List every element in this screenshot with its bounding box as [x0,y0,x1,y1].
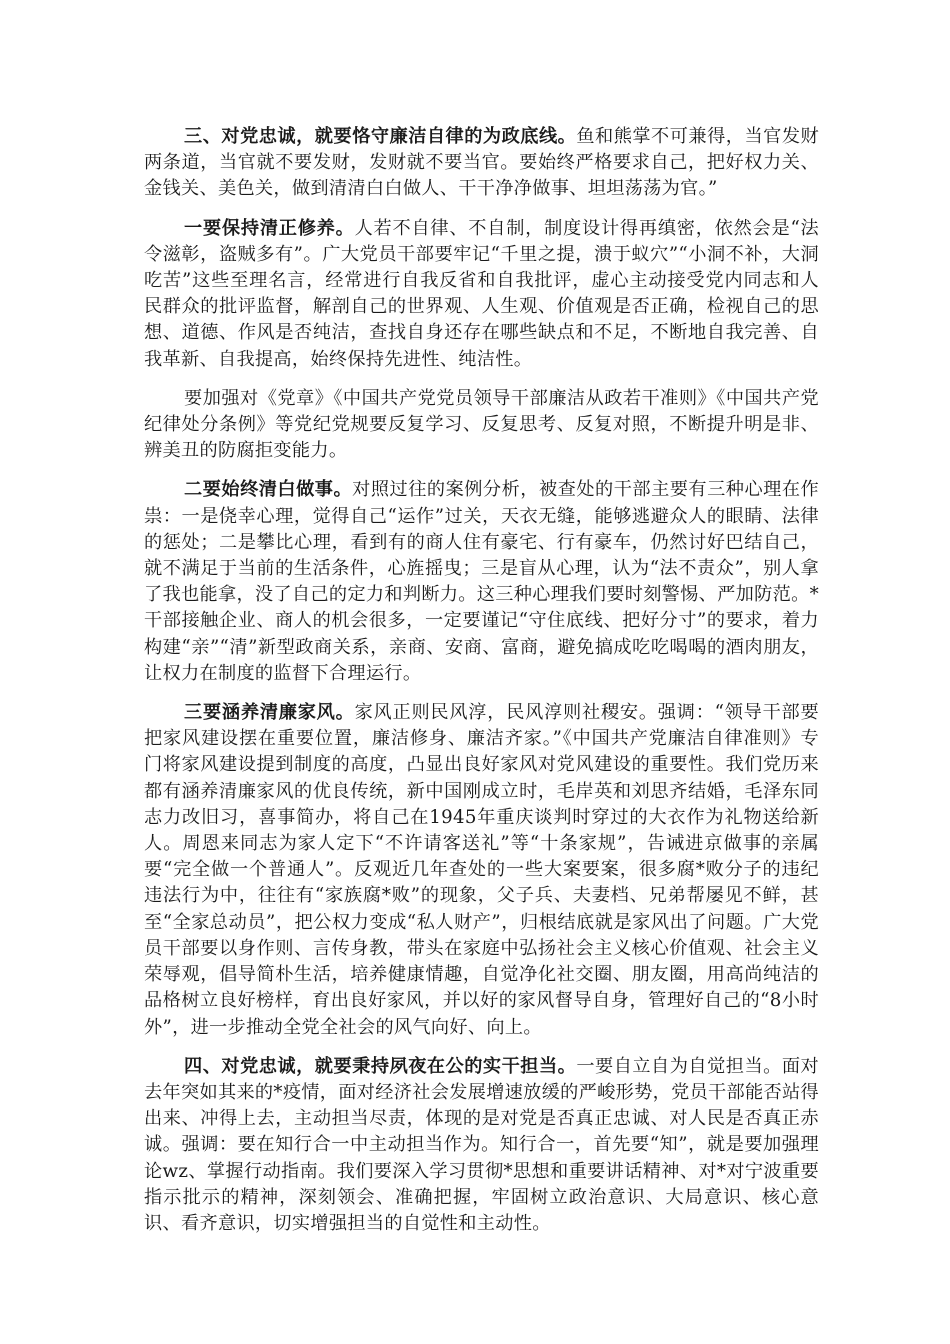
paragraph-point-one [144,216,819,373]
paragraph-text: 对照过往的案例分析，被查处的干部主要有三种心理在作祟：一是侥幸心理，觉得自己“运作”过关，天衣无缝，能够逃避众人的眼睛、法律的惩处；二是攀比心理，看到有的商人住有豪宅、行有豪车，仍然讨好巴结自己，就不满足于当前的生活条件，心旌摇曳；三是盲从心理，认为“法不责众”，别人拿了我也能拿，没了自己的定力和判断力。这三种心理我们要时刻警惕、严加防范。*干部接触企业、商人的机会很多，一定要谨记“守住底线、把好分寸”的要求，着力构建“亲”“清”新型政商关系，亲商、安商、富商，避免搞成吃吃喝喝的酒肉朋友，让权力在制度的监督下合理运行。 [144,479,819,684]
paragraph-text: 要加强对《党章》《中国共产党党员领导干部廉洁从政若干准则》《中国共产党纪律处分条例》等党纪党规要反复学习、反复思考、反复对照，不断提升明是非、辨美丑的防腐拒变能力。 [144,387,819,462]
paragraph-text: 鱼和熊掌不可兼得，当官发财两条道，当官就不要发财，发财就不要当官。要始终严格要求自己，把好权力关、金钱关、美色关，做到清清白白做人、干干净净做事、坦坦荡荡为官。” [144,126,819,200]
paragraph-study-rules [144,386,819,465]
paragraph-heading: 四、对党忠诚，就要秉持夙夜在公的实干担当。 [184,1055,577,1077]
document-page [144,124,819,1250]
paragraph-text: 家风正则民风淳，民风淳则社稷安。强调：“领导干部要把家风建设摆在重要位置，廉洁修身、廉洁齐家。”《中国共产党廉洁自律准则》专门将家风建设提到制度的高度，凸显出良好家风对党风建设的重要性。我们党历来都有涵养清廉家风的优良传统，新中国刚成立时，毛岸英和刘思齐结婚，毛泽东同志力改旧习，喜事简办，将自己在1945年重庆谈判时穿过的大衣作为礼物送给新人。周恩来同志为家人定下“不许请客送礼”等“十条家规”，告诫进京做事的亲属要“完全做一个普通人”。反观近几年查处的一些大案要案，很多腐*败分子的违纪违法行为中，往往有“家族腐*败”的现象，父子兵、夫妻档、兄弟帮屡见不鲜，甚至“全家总动员”，把公权力变成“私人财产”，归根结底就是家风出了问题。广大党员干部要以身作则、言传身教，带头在家庭中弘扬社会主义核心价值观、社会主义荣辱观，倡导简朴生活，培养健康情趣，自觉净化社交圈、朋友圈，用高尚纯洁的品格树立良好榜样，育出良好家风，并以好的家风督导自身，管理好自己的“8小时外”，进一步推动全党全社会的风气向好、向上。 [144,702,819,1038]
paragraph-heading: 三要涵养清廉家风。 [184,702,355,724]
paragraph-point-two [144,477,819,687]
paragraph-section-four [144,1054,819,1237]
paragraph-text: 一要自立自为自觉担当。面对去年突如其来的*疫情，面对经济社会发展增速放缓的严峻形势，党员干部能否站得出来、冲得上去，主动担当尽责，体现的是对党是否真正忠诚、对人民是否真正赤诚。强调：要在知行合一中主动担当作为。知行合一，首先要“知”，就是要加强理论wz、掌握行动指南。我们要深入学习贯彻*思想和重要讲话精神、对*对宁波重要指示批示的精神，深刻领会、准确把握，牢固树立政治意识、大局意识、核心意识、看齐意识，切实增强担当的自觉性和主动性。 [144,1055,819,1234]
paragraph-heading: 一要保持清正修养。 [184,217,355,239]
paragraph-section-three [144,124,819,203]
paragraph-heading: 三、对党忠诚，就要恪守廉洁自律的为政底线。 [184,126,577,147]
paragraph-text: 人若不自律、不自制，制度设计得再缜密，依然会是“法令滋彰，盗贼多有”。广大党员干部要牢记“千里之提，溃于蚁穴”“小洞不补，大洞吃苦”这些至理名言，经常进行自我反省和自我批评，虚心主动接受党内同志和人民群众的批评监督，解剖自己的世界观、人生观、价值观是否正确，检视自己的思想、道德、作风是否纯洁，查找自身还存在哪些缺点和不足，不断地自我完善、自我革新、自我提高，始终保持先进性、纯洁性。 [144,217,819,370]
paragraph-point-three [144,700,819,1041]
paragraph-heading: 二要始终清白做事。 [184,479,353,501]
